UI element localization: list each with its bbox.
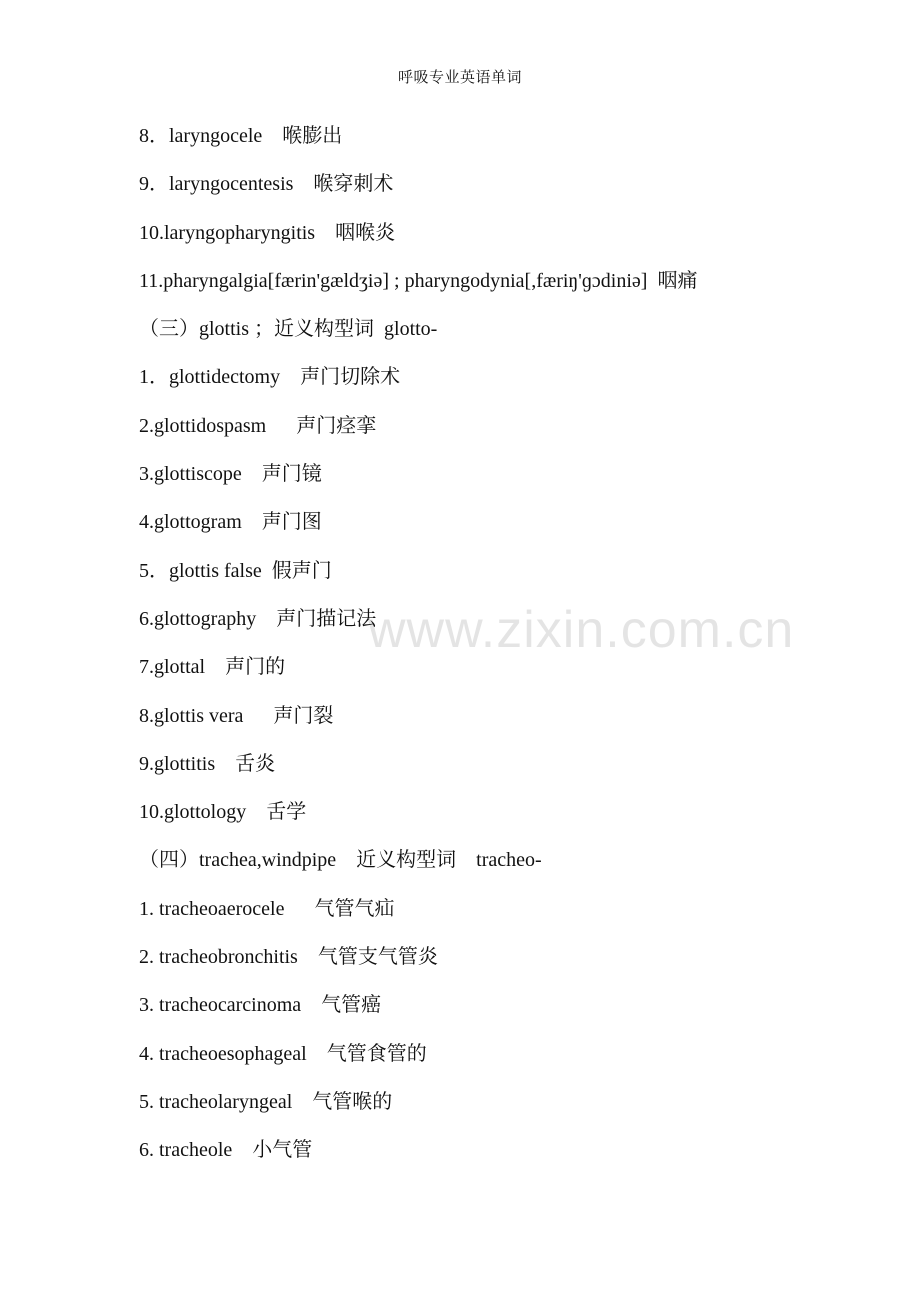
vocab-line: 11.pharyngalgia[færin'gældʒiə] ; pharyngodynia[,færiŋ'ɡɔdiniə] 咽痛 (139, 269, 698, 292)
vocab-line: 10.glottology 舌学 (139, 801, 307, 824)
vocab-line: 6. tracheole 小气管 (139, 1139, 313, 1162)
vocab-line: 5. tracheolaryngeal 气管喉的 (139, 1090, 393, 1113)
vocab-line: 5．glottis false 假声门 (139, 559, 332, 582)
watermark: www.zixin.com.cn (368, 601, 795, 659)
vocab-line: 9.glottitis 舌炎 (139, 752, 276, 775)
vocab-line: 10.laryngopharyngitis 咽喉炎 (139, 221, 396, 244)
section-heading: （四）trachea,windpipe 近义构型词 tracheo- (139, 849, 542, 872)
vocab-line: 9．laryngocentesis 喉穿刺术 (139, 173, 394, 196)
vocab-line: 2. tracheobronchitis 气管支气管炎 (139, 946, 438, 969)
vocab-line: 3. tracheocarcinoma 气管癌 (139, 994, 382, 1017)
vocab-line: 7.glottal 声门的 (139, 656, 286, 679)
vocab-line: 8．laryngocele 喉膨出 (139, 125, 343, 147)
vocab-line: 2.glottidospasm 声门痉挛 (139, 414, 377, 437)
vocab-line: 1. tracheoaerocele 气管气疝 (139, 897, 395, 920)
vocab-line: 6.glottography 声门描记法 (139, 607, 377, 630)
vocab-line: 4.glottogram 声门图 (139, 511, 322, 534)
vocab-line: 1．glottidectomy 声门切除术 (139, 366, 401, 389)
section-heading: （三）glottis ；近义构型词 glotto- (139, 318, 438, 341)
page-header: 呼吸专业英语单词 (397, 70, 522, 86)
vocab-line: 4. tracheoesophageal 气管食管的 (139, 1042, 427, 1065)
vocab-line: 3.glottiscope 声门镜 (139, 463, 322, 486)
vocab-line: 8.glottis vera 声门裂 (139, 704, 334, 727)
